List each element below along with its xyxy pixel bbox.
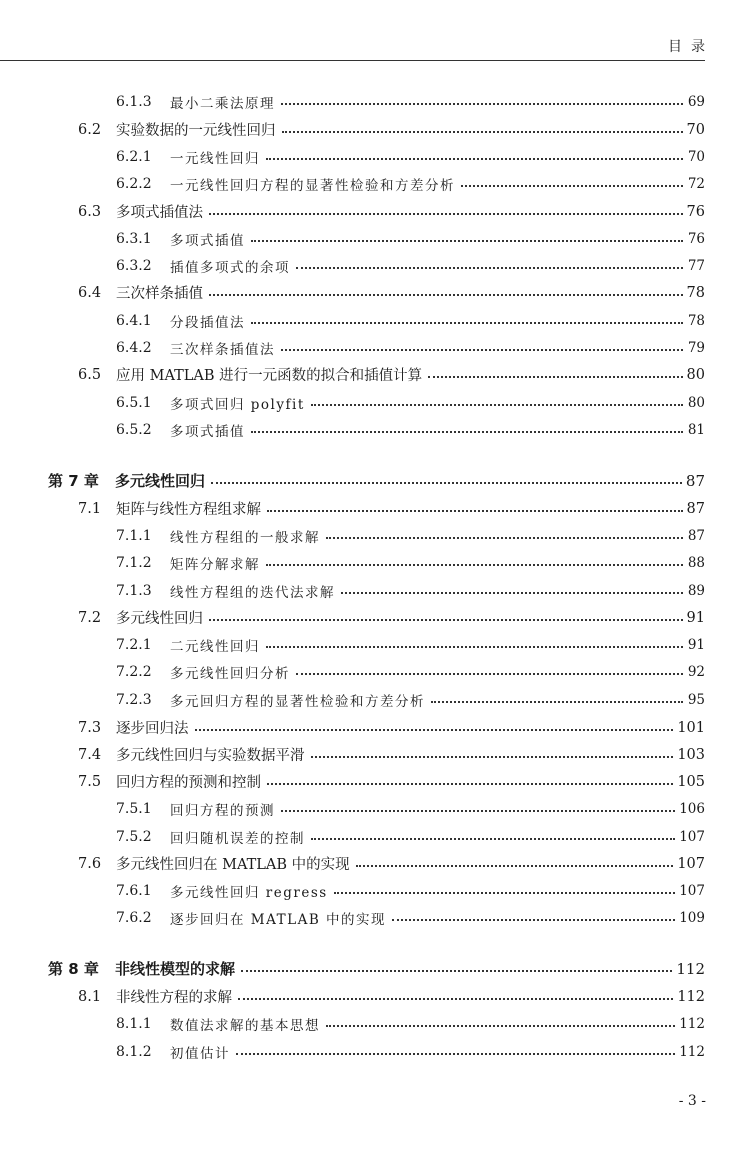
toc-entry-page: 91: [687, 636, 705, 653]
toc-entry-line: [116, 282, 705, 303]
toc-entry-title: 回归随机误差的控制: [170, 830, 305, 847]
toc-entry-line: [116, 771, 705, 792]
toc-entry-number: 6.2.2: [116, 175, 152, 192]
dot-leader: [209, 294, 683, 296]
toc-entry-sub[interactable]: [0, 823, 750, 850]
header-title: 目录: [668, 39, 714, 55]
toc-entry-page: 87: [686, 500, 705, 517]
toc-entry-number: 7.3: [78, 719, 102, 736]
toc-entry-sub[interactable]: [0, 307, 750, 334]
toc-entry-line: [170, 690, 705, 710]
toc-entry-page: 79: [687, 339, 705, 356]
toc-entry-title: 回归方程的预测和控制: [116, 775, 261, 791]
toc-entry-sub[interactable]: [0, 795, 750, 822]
toc-entry-sub[interactable]: [0, 389, 750, 416]
toc-entry-page: 92: [687, 663, 705, 680]
toc-entry-title: 三次样条插值法: [170, 341, 275, 358]
toc-entry-page: 80: [686, 366, 705, 383]
toc-entry-number: 6.2.1: [116, 148, 152, 165]
toc-entry-line: [116, 717, 705, 738]
toc-entry-line: [116, 498, 705, 519]
toc-entry-page: 112: [676, 959, 705, 978]
dot-leader: [281, 349, 683, 351]
dot-leader: [334, 892, 676, 894]
toc-entry-title: 非线性方程的求解: [116, 990, 232, 1006]
toc-entry-line: [170, 553, 705, 573]
toc-entry-title: 实验数据的一元线性回归: [116, 123, 276, 139]
toc-entry-title: 初值估计: [170, 1045, 230, 1062]
toc-entry-sub[interactable]: [0, 686, 750, 713]
dot-leader: [296, 673, 683, 675]
dot-leader: [356, 865, 674, 867]
toc-entry-title: 矩阵与线性方程组求解: [116, 502, 261, 518]
toc-entry-section[interactable]: [0, 495, 750, 522]
toc-entry-title: 三次样条插值: [116, 286, 203, 302]
toc-entry-section[interactable]: [0, 768, 750, 795]
dot-leader: [209, 619, 683, 621]
toc-entry-page: 72: [687, 175, 705, 192]
toc-entry-number: 7.1: [78, 500, 102, 517]
toc-entry-section[interactable]: [0, 198, 750, 225]
toc-entry-page: 78: [686, 284, 705, 301]
toc-entry-title: 多元线性回归: [116, 611, 203, 627]
toc-entry-page: 112: [679, 1043, 705, 1060]
toc-entry-number: 6.5.2: [116, 421, 152, 438]
toc-entry-sub[interactable]: [0, 522, 750, 549]
toc-entry-title: 多元线性回归: [115, 472, 206, 490]
toc-entry-line: [170, 662, 705, 682]
toc-entry-number: 7.6.2: [116, 909, 152, 926]
toc-entry-chapter[interactable]: [0, 467, 750, 494]
toc-entry-page: 78: [687, 312, 705, 329]
toc-entry-number: 7.5: [78, 773, 102, 790]
toc-entry-page: 81: [687, 421, 705, 438]
toc-entry-section[interactable]: [0, 279, 750, 306]
toc-entry-sub[interactable]: [0, 577, 750, 604]
dot-leader: [266, 158, 683, 160]
toc-entry-page: 76: [687, 230, 705, 247]
toc-entry-page: 101: [677, 719, 705, 736]
toc-entry-sub[interactable]: [0, 658, 750, 685]
toc-entry-sub[interactable]: [0, 904, 750, 931]
toc-entry-number: 7.1.1: [116, 527, 152, 544]
toc-entry-page: 103: [677, 746, 705, 763]
toc-entry-number: 7.4: [78, 746, 102, 763]
toc-entry-sub[interactable]: [0, 143, 750, 170]
toc-entry-number: 6.4: [78, 284, 102, 301]
toc-entry-page: 107: [679, 882, 705, 899]
toc-entry-line: [116, 201, 705, 222]
dot-leader: [326, 537, 683, 539]
toc-entry-section[interactable]: [0, 116, 750, 143]
toc-entry-line: [170, 581, 705, 601]
toc-entry-page: 87: [687, 527, 705, 544]
toc-entry-line: [170, 908, 705, 928]
toc-entry-line: [170, 881, 705, 901]
toc-entry-sub[interactable]: [0, 252, 750, 279]
toc-entry-page: 112: [677, 988, 705, 1005]
dot-leader: [266, 646, 683, 648]
toc-entry-number: 8.1.2: [116, 1043, 152, 1060]
toc-entry-section[interactable]: [0, 850, 750, 877]
toc-entry-title: 回归方程的预测: [170, 802, 275, 819]
dot-leader: [431, 701, 683, 703]
toc-entry-title: 逐步回归法: [116, 721, 189, 737]
dot-leader: [266, 564, 683, 566]
toc-entry-title: 多元线性回归 regress: [170, 884, 328, 901]
toc-entry-title: 二元线性回归: [170, 638, 260, 655]
toc-entry-page: 91: [686, 609, 705, 626]
toc-entry-page: 105: [677, 773, 705, 790]
toc-entry-number: 7.1.3: [116, 582, 152, 599]
toc-entry-page: 89: [687, 582, 705, 599]
toc-entry-title: 多项式插值: [170, 232, 245, 249]
toc-entry-line: [170, 420, 705, 440]
toc-entry-line: [170, 827, 705, 847]
toc-entry-chapter[interactable]: [0, 955, 750, 982]
toc-entry-number: 8.1.1: [116, 1015, 152, 1032]
toc-entry-number: 7.6: [78, 855, 102, 872]
toc-entry-page: 87: [685, 471, 705, 490]
dot-leader: [267, 510, 683, 512]
toc-entry-number: 8.1: [78, 988, 102, 1005]
toc-entry-title: 矩阵分解求解: [170, 556, 260, 573]
toc-entry-sub[interactable]: [0, 549, 750, 576]
dot-leader: [341, 592, 683, 594]
toc-entry-page: 95: [687, 691, 705, 708]
toc-entry-title: 非线性模型的求解: [115, 960, 236, 978]
toc-entry-page: 77: [687, 257, 705, 274]
toc-entry-number: 7.2.1: [116, 636, 152, 653]
toc-entry-title: 线性方程组的迭代法求解: [170, 584, 335, 601]
toc-entry-number: 第 7 章: [48, 472, 99, 490]
toc-entry-title: 线性方程组的一般求解: [170, 529, 320, 546]
toc-entry-number: 6.3: [78, 203, 102, 220]
toc-entry-section[interactable]: [0, 741, 750, 768]
toc-entry-line: [115, 958, 705, 979]
toc-entry-title: 一元线性回归: [170, 150, 260, 167]
toc-entry-line: [170, 147, 705, 167]
toc-entry-sub[interactable]: [0, 631, 750, 658]
toc-entry-number: 6.4.2: [116, 339, 152, 356]
dot-leader: [251, 322, 683, 324]
toc-entry-page: 107: [679, 828, 705, 845]
dot-leader: [251, 240, 683, 242]
toc-entry-line: [170, 635, 705, 655]
toc-entry-section[interactable]: [0, 604, 750, 631]
toc-entry-line: [116, 986, 705, 1007]
toc-entry-page: 76: [686, 203, 705, 220]
toc-entry-line: [170, 393, 705, 413]
toc-entry-title: 数值法求解的基本思想: [170, 1017, 320, 1034]
dot-leader: [211, 482, 682, 484]
toc-entry-number: 7.2.2: [116, 663, 152, 680]
toc-entry-section[interactable]: [0, 361, 750, 388]
toc-entry-title: 多项式插值: [170, 423, 245, 440]
toc-entry-sub[interactable]: [0, 334, 750, 361]
toc-entry-line: [170, 229, 705, 249]
toc-entry-line: [170, 174, 705, 194]
toc-entry-page: 112: [679, 1015, 705, 1032]
dot-leader: [195, 729, 674, 731]
dot-leader: [282, 131, 683, 133]
running-header: [0, 36, 714, 61]
toc-entry-line: [116, 607, 705, 628]
page-number: - 3 -: [678, 1093, 706, 1109]
toc-entry-sub[interactable]: [0, 88, 750, 115]
toc-entry-line: [116, 853, 705, 874]
toc-entry-page: 106: [679, 800, 705, 817]
dot-leader: [392, 919, 675, 921]
toc-entry-title: 一元线性回归方程的显著性检验和方差分析: [170, 177, 455, 194]
toc-entry-title: 应用 MATLAB 进行一元函数的拟合和插值计算: [116, 368, 423, 384]
toc-entry-number: 6.5: [78, 366, 102, 383]
toc-entry-line: [116, 744, 705, 765]
toc-entry-title: 多元线性回归在 MATLAB 中的实现: [116, 857, 350, 873]
toc-entry-number: 6.4.1: [116, 312, 152, 329]
toc-entry-sub[interactable]: [0, 170, 750, 197]
toc-entry-title: 多元线性回归分析: [170, 665, 290, 682]
dot-leader: [281, 810, 675, 812]
toc-entry-page: 70: [687, 148, 705, 165]
toc-entry-number: 7.2: [78, 609, 102, 626]
toc-entry-title: 最小二乘法原理: [170, 95, 275, 112]
toc-entry-line: [116, 119, 705, 140]
toc-entry-section[interactable]: [0, 714, 750, 741]
toc-entry-sub[interactable]: [0, 1010, 750, 1037]
dot-leader: [251, 431, 683, 433]
toc-entry-page: 80: [687, 394, 705, 411]
dot-leader: [428, 376, 682, 378]
toc-entry-line: [170, 1042, 705, 1062]
toc-entry-line: [115, 470, 705, 491]
toc-entry-sub[interactable]: [0, 1038, 750, 1065]
dot-leader: [241, 970, 672, 972]
toc-entry-number: 7.6.1: [116, 882, 152, 899]
dot-leader: [267, 783, 673, 785]
toc-entry-title: 插值多项式的余项: [170, 259, 290, 276]
toc-entry-number: 7.2.3: [116, 691, 152, 708]
dot-leader: [311, 404, 683, 406]
toc-entry-title: 多项式回归 polyfit: [170, 396, 305, 413]
toc-entry-number: 6.2: [78, 121, 102, 138]
toc-entry-title: 逐步回归在 MATLAB 中的实现: [170, 911, 387, 928]
dot-leader: [311, 756, 674, 758]
toc-entry-line: [170, 256, 705, 276]
dot-leader: [296, 267, 683, 269]
toc-entry-title: 多项式插值法: [116, 205, 203, 221]
toc-entry-line: [170, 338, 705, 358]
toc-entry-sub[interactable]: [0, 877, 750, 904]
dot-leader: [238, 998, 673, 1000]
toc-entry-title: 多元线性回归与实验数据平滑: [116, 748, 305, 764]
dot-leader: [236, 1053, 675, 1055]
dot-leader: [326, 1025, 675, 1027]
toc-entry-line: [116, 364, 705, 385]
toc-entry-page: 107: [677, 855, 705, 872]
toc-entry-page: 70: [686, 121, 705, 138]
dot-leader: [209, 213, 683, 215]
toc-entry-title: 多元回归方程的显著性检验和方差分析: [170, 693, 425, 710]
toc-entry-number: 7.1.2: [116, 554, 152, 571]
toc-entry-page: 69: [687, 93, 705, 110]
toc-entry-sub[interactable]: [0, 416, 750, 443]
toc-entry-number: 6.5.1: [116, 394, 152, 411]
toc-entry-page: 88: [687, 554, 705, 571]
toc-entry-page: 109: [679, 909, 705, 926]
toc-entry-line: [170, 799, 705, 819]
toc-entry-number: 第 8 章: [48, 960, 99, 978]
toc-entry-line: [170, 1014, 705, 1034]
toc-entry-sub[interactable]: [0, 225, 750, 252]
toc-entry-number: 6.3.1: [116, 230, 152, 247]
toc-entry-number: 7.5.1: [116, 800, 152, 817]
toc-entry-section[interactable]: [0, 983, 750, 1010]
toc-entry-number: 6.3.2: [116, 257, 152, 274]
toc-entry-number: 7.5.2: [116, 828, 152, 845]
dot-leader: [311, 838, 675, 840]
toc-entry-line: [170, 526, 705, 546]
toc-entry-line: [170, 311, 705, 331]
dot-leader: [281, 103, 683, 105]
toc-entry-line: [170, 92, 705, 112]
toc-entry-title: 分段插值法: [170, 314, 245, 331]
toc-entry-number: 6.1.3: [116, 93, 152, 110]
dot-leader: [461, 185, 683, 187]
